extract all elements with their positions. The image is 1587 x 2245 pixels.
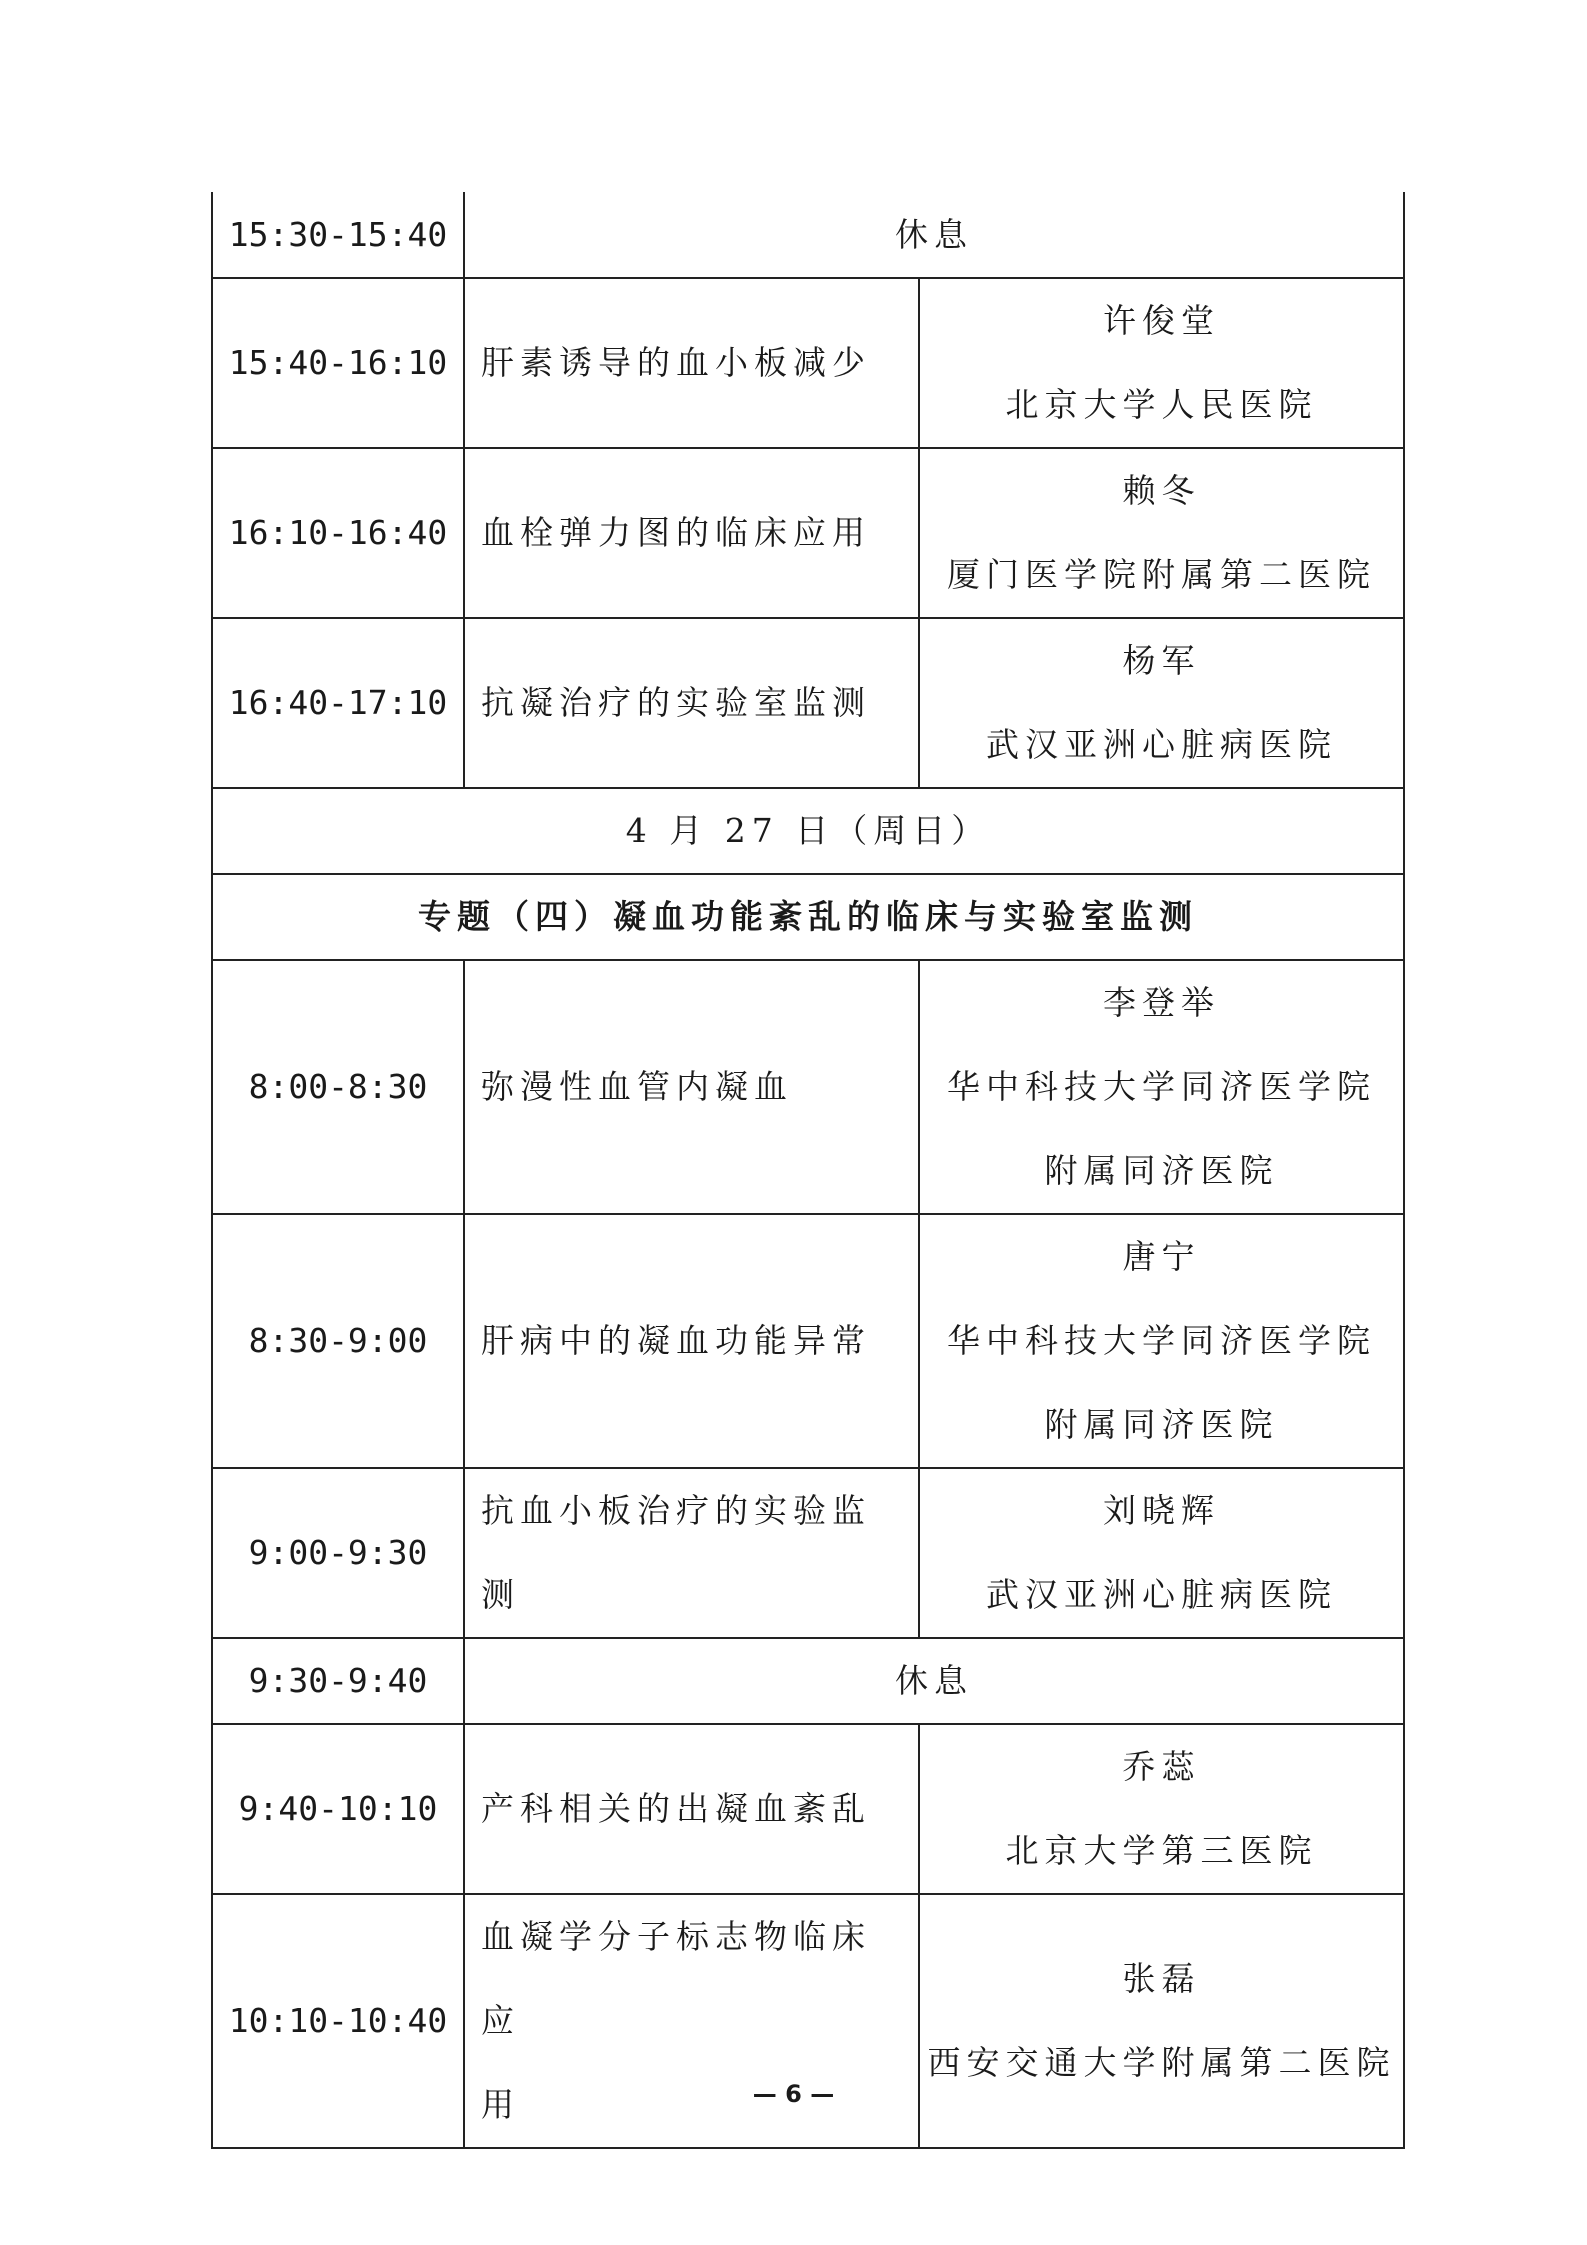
topic-cell: 弥漫性血管内凝血 — [464, 960, 919, 1214]
speaker-cell — [919, 1468, 1404, 1638]
table-row — [212, 618, 1404, 788]
speaker-name: 唐宁 — [1122, 1237, 1201, 1276]
speaker-institution: 武汉亚洲心脏病医院 — [986, 1575, 1337, 1614]
topic-cell: 抗凝治疗的实验室监测 — [464, 618, 919, 788]
speaker-name: 杨军 — [1122, 641, 1201, 680]
topic-cell — [464, 1894, 919, 2148]
speaker-cell — [919, 618, 1404, 788]
speaker-cell — [919, 1894, 1404, 2148]
table-row — [212, 448, 1404, 618]
day-header: 4 月 27 日（周日） — [212, 788, 1404, 874]
time-cell: 8:00-8:30 — [212, 960, 464, 1214]
table-row — [212, 788, 1404, 874]
section-title: 专题（四）凝血功能紊乱的临床与实验室监测 — [212, 874, 1404, 960]
time-cell: 9:30-9:40 — [212, 1638, 464, 1724]
time-cell: 15:40-16:10 — [212, 278, 464, 448]
topic-line: 血凝学分子标志物临床应 — [481, 1917, 871, 2040]
time-cell: 8:30-9:00 — [212, 1214, 464, 1468]
speaker-name: 刘晓辉 — [1103, 1491, 1220, 1530]
table-row — [212, 1724, 1404, 1894]
speaker-cell — [919, 960, 1404, 1214]
page-number: — 6 — — [752, 2080, 835, 2108]
table-row — [212, 1638, 1404, 1724]
topic-line: 用 — [481, 2085, 520, 2124]
time-cell: 9:00-9:30 — [212, 1468, 464, 1638]
topic-cell: 血栓弹力图的临床应用 — [464, 448, 919, 618]
speaker-name: 李登举 — [1103, 983, 1220, 1022]
time-cell: 9:40-10:10 — [212, 1724, 464, 1894]
speaker-institution: 北京大学人民医院 — [1005, 385, 1318, 424]
topic-cell: 肝病中的凝血功能异常 — [464, 1214, 919, 1468]
speaker-name: 许俊堂 — [1103, 301, 1220, 340]
speaker-name: 乔蕊 — [1122, 1747, 1201, 1786]
table-row — [212, 874, 1404, 960]
table-row — [212, 1894, 1404, 2148]
topic-cell: 肝素诱导的血小板减少 — [464, 278, 919, 448]
speaker-institution: 武汉亚洲心脏病医院 — [986, 725, 1337, 764]
speaker-institution: 附属同济医院 — [1044, 1151, 1279, 1190]
time-cell: 15:30-15:40 — [212, 192, 464, 278]
speaker-institution: 附属同济医院 — [1044, 1405, 1279, 1444]
speaker-name: 张磊 — [1122, 1959, 1201, 1998]
speaker-cell — [919, 1214, 1404, 1468]
speaker-cell — [919, 1724, 1404, 1894]
speaker-cell — [919, 278, 1404, 448]
table-row — [212, 960, 1404, 1214]
time-cell: 16:10-16:40 — [212, 448, 464, 618]
topic-cell: 抗血小板治疗的实验监测 — [464, 1468, 919, 1638]
speaker-institution: 华中科技大学同济医学院 — [947, 1321, 1376, 1360]
speaker-institution: 华中科技大学同济医学院 — [947, 1067, 1376, 1106]
table-row — [212, 1468, 1404, 1638]
time-cell: 10:10-10:40 — [212, 1894, 464, 2148]
schedule-table — [211, 192, 1405, 2149]
speaker-cell — [919, 448, 1404, 618]
time-cell: 16:40-17:10 — [212, 618, 464, 788]
speaker-institution: 西安交通大学附属第二医院 — [927, 2043, 1396, 2082]
table-row — [212, 1214, 1404, 1468]
speaker-name: 赖冬 — [1122, 471, 1201, 510]
break-cell: 休息 — [464, 192, 1404, 278]
table-row — [212, 192, 1404, 278]
speaker-institution: 北京大学第三医院 — [1005, 1831, 1318, 1870]
speaker-institution: 厦门医学院附属第二医院 — [947, 555, 1376, 594]
topic-cell: 产科相关的出凝血紊乱 — [464, 1724, 919, 1894]
break-cell: 休息 — [464, 1638, 1404, 1724]
table-row — [212, 278, 1404, 448]
